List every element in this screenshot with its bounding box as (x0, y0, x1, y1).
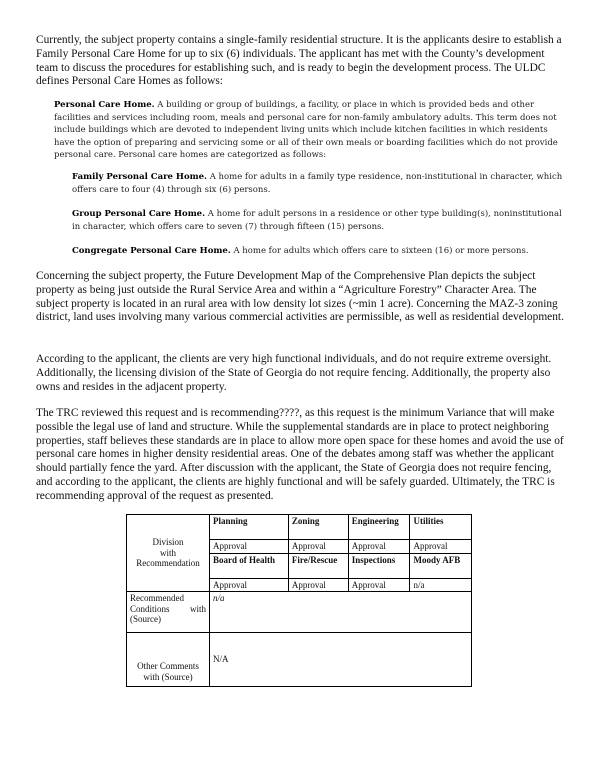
recommended-conditions-value: n/a (210, 592, 472, 633)
division-label: Division (152, 537, 184, 548)
recommendation-zoning: Approval (288, 540, 348, 554)
trc-recommendation-table (126, 514, 472, 687)
division-header-inspections: Inspections (348, 553, 410, 578)
table-row (127, 592, 472, 633)
applicant-paragraph: According to the applicant, the clients are very high functional individuals, and do not require extreme oversight. Additionally, the licensing division of the State of Georgia do not require fencing. Additionally, the property also owns and resides in the adjacent property. (36, 353, 552, 393)
other-comments-label: Other Comments (137, 661, 199, 671)
definition-text: A home for adults in a family type residence, non-institutional in character, which offers care to four (4) through six (6) persons. (72, 172, 563, 195)
definition-term: Personal Care Home. (54, 100, 155, 110)
recommendation-fire-rescue: Approval (288, 578, 348, 592)
table-row (127, 633, 472, 687)
division-label-cell (127, 515, 210, 592)
definition-text: A home for adult persons in a residence or other type building(s), noninstitutional in character, which offers care to seven (7) through fifteen (15) persons. (72, 209, 562, 232)
recommendation-utilities: Approval (410, 540, 472, 554)
definition-text: A home for adults which offers care to sixteen (16) or more persons. (230, 246, 529, 256)
recommended-conditions-label-cell (127, 592, 210, 633)
division-header-moody-afb: Moody AFB (410, 553, 472, 578)
recommended-conditions-label: Recommended (130, 593, 184, 603)
recommended-conditions-label-line (130, 604, 206, 615)
definition-term: Congregate Personal Care Home. (72, 246, 231, 256)
division-label: Recommendation (136, 558, 200, 569)
division-header-board-of-health: Board of Health (210, 553, 289, 578)
division-header-engineering: Engineering (348, 515, 410, 540)
recommendation-planning: Approval (210, 540, 289, 554)
other-comments-label: with (Source) (143, 671, 193, 682)
personal-care-home-definition (54, 99, 564, 162)
definition-term: Group Personal Care Home. (72, 209, 206, 219)
congregate-care-home-definition (72, 245, 564, 258)
recommendation-engineering: Approval (348, 540, 410, 554)
other-comments-label-cell (127, 633, 210, 687)
recommendation-inspections: Approval (348, 578, 410, 592)
division-header-planning: Planning (210, 515, 289, 540)
definition-term: Family Personal Care Home. (72, 172, 207, 182)
comprehensive-plan-paragraph: Concerning the subject property, the Future Development Map of the Comprehensive Plan depicts the subject property as being just outside the Rural Service Area and within a “Agriculture Forestry” Character Area. The subject property is located in an rural area with low density lot sizes (~min 1 acre). Concerning the MAZ-3 zoning district, land uses involving many various commercial activities are permissible, as well as residential development. (36, 270, 564, 324)
recommended-conditions-label: Conditions (130, 603, 170, 614)
intro-paragraph: Currently, the subject property contains a single-family residential structure. It is the applicants desire to establish a Family Personal Care Home for up to six (6) individuals. The applicant has met with the County’s development team to discuss the procedures for establishing such, and is ready to begin the development process. The ULDC defines Personal Care Homes as follows: (36, 34, 562, 88)
table-row (127, 515, 472, 540)
recommended-conditions-label: with (189, 603, 206, 614)
other-comments-value: N/A (210, 633, 472, 687)
family-care-home-definition (72, 171, 564, 196)
group-care-home-definition (72, 208, 564, 233)
division-header-utilities: Utilities (410, 515, 472, 540)
division-label: with (159, 547, 176, 558)
recommendation-moody-afb: n/a (410, 578, 472, 592)
recommended-conditions-label: (Source) (130, 614, 161, 624)
division-header-fire-rescue: Fire/Rescue (288, 553, 348, 578)
definition-text: A building or group of buildings, a facility, or place in which is provided beds and other facilities and services including room, meals and personal care for non-family ambulatory adults. This term does not include buildings which are devoted to independent living units which include kitchen facilities in which residents have the option of preparing and servicing some or all of their own meals or boarding facilities which do not provide personal care. Personal care homes are categorized as follows: (54, 100, 558, 161)
trc-paragraph: The TRC reviewed this request and is recommending????, as this request is the minimum Variance that will make possible the legal use of land and structure. While the supplemental standards are in place to protect neighboring properties, staff believes these standards are in place to allow more open space for these homes and avoid the use of personal care homes in higher density residential areas. One of the debates among staff was whether the applicant should partially fence the yard. After discussion with the applicant, the State of Georgia does not require fencing, and according to the applicant, the clients are highly functional and will be safely guarded. Ultimately, the TRC is recommending approval of the request as presented. (36, 407, 564, 502)
recommendation-board-of-health: Approval (210, 578, 289, 592)
division-header-zoning: Zoning (288, 515, 348, 540)
